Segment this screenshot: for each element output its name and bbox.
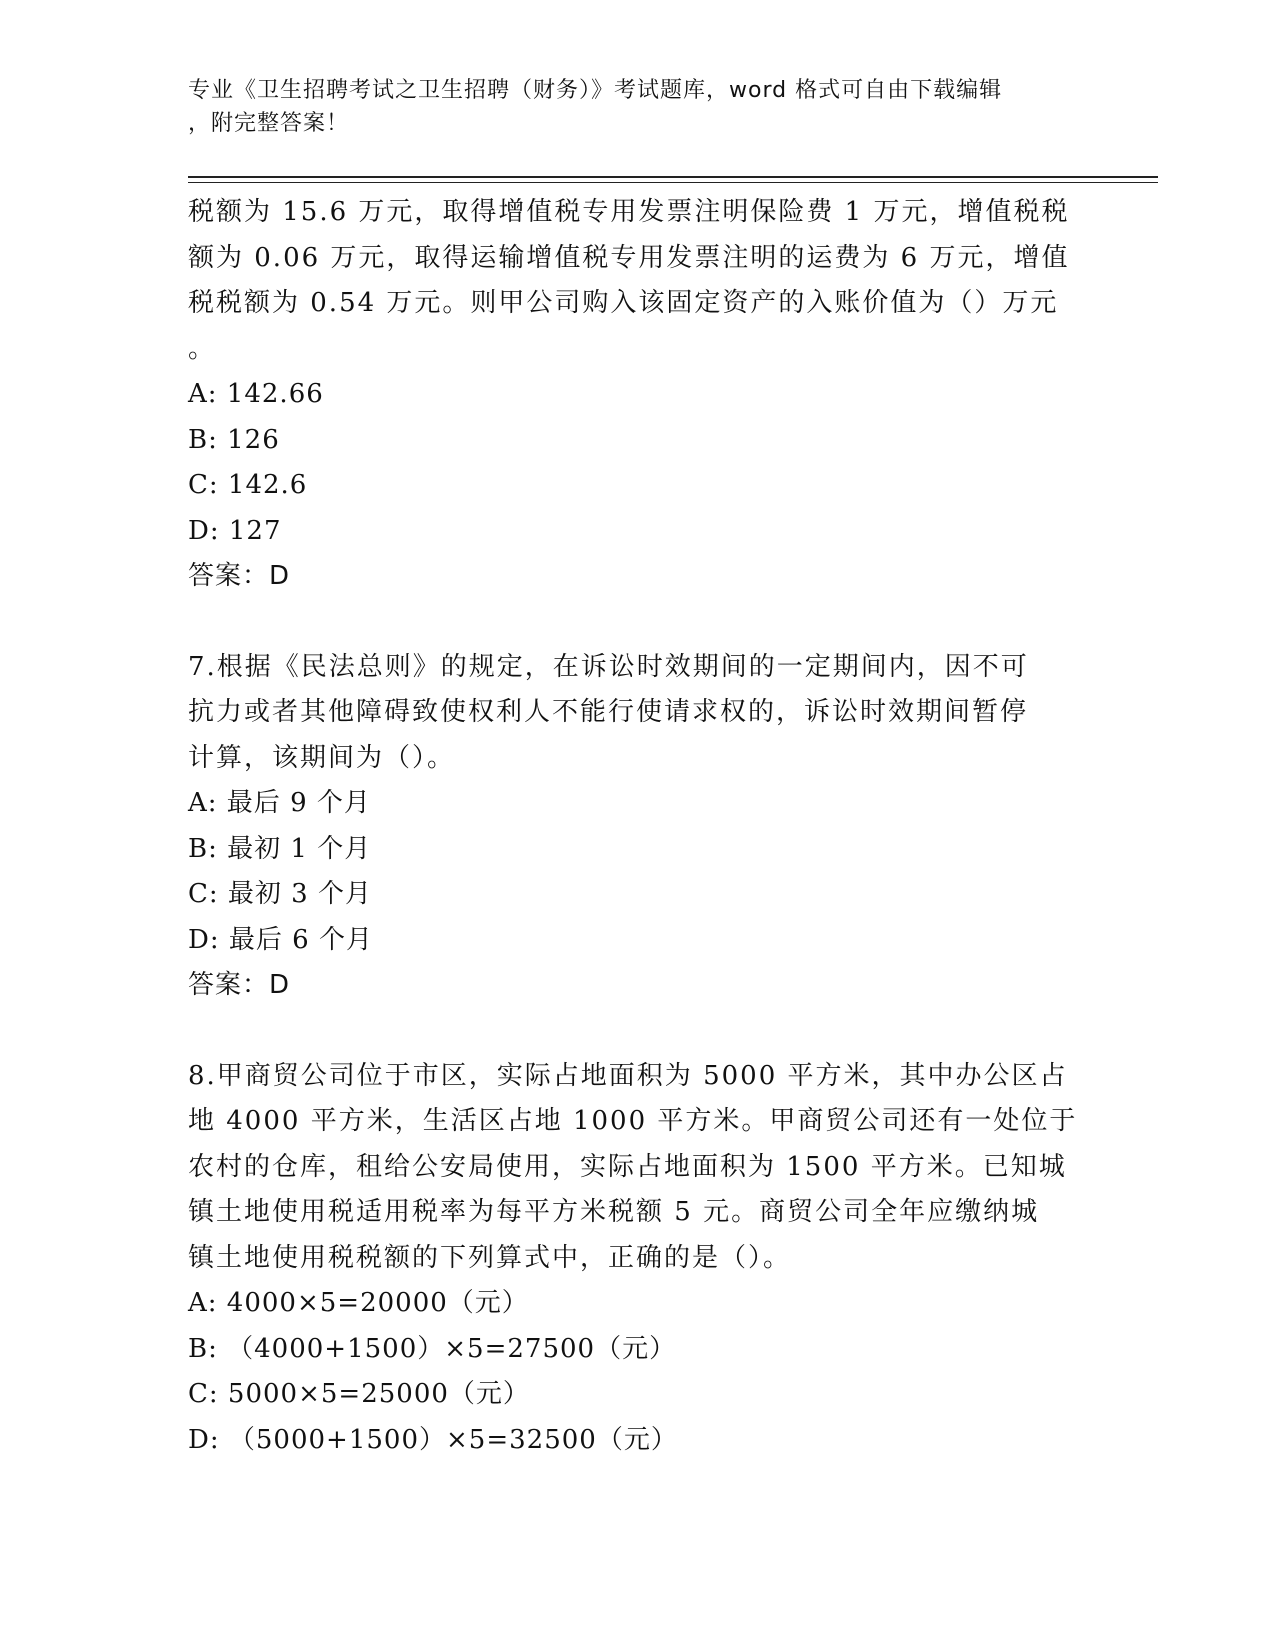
header-rule-thin bbox=[188, 182, 1158, 183]
question-6-option-c: C: 142.6 bbox=[188, 470, 308, 500]
question-7-line-2: 抗力或者其他障碍致使权利人不能行使请求权的，诉讼时效期间暂停 bbox=[188, 697, 1029, 727]
question-7-line-1: 7.根据《民法总则》的规定，在诉讼时效期间的一定期间内，因不可 bbox=[188, 651, 1029, 682]
question-6-line-4: 。 bbox=[188, 333, 217, 364]
question-8-line-3: 农村的仓库，租给公安局使用，实际占地面积为 1500 平方米。已知城 bbox=[188, 1151, 1067, 1182]
question-8-option-d: D: （5000+1500）×5=32500（元） bbox=[188, 1424, 678, 1455]
question-7 bbox=[188, 645, 1088, 1009]
question-8-line-5: 镇土地使用税税额的下列算式中，正确的是（）。 bbox=[188, 1242, 792, 1273]
question-6 bbox=[188, 190, 1088, 600]
question-7-line-3: 计算，该期间为（）。 bbox=[188, 742, 456, 773]
question-7-answer: 答案：D bbox=[188, 970, 291, 1000]
document-header bbox=[188, 74, 1088, 140]
spacer bbox=[188, 600, 1088, 645]
question-8 bbox=[188, 1054, 1088, 1464]
header-line-1: 专业《卫生招聘考试之卫生招聘（财务）》考试题库，word 格式可自由下载编辑 bbox=[188, 78, 1003, 103]
question-8-line-1: 8.甲商贸公司位于市区，实际占地面积为 5000 平方米，其中办公区占 bbox=[188, 1060, 1068, 1091]
header-line-2: ，附完整答案！ bbox=[188, 111, 350, 136]
header-rule-thick bbox=[188, 176, 1158, 178]
question-8-option-b: B: （4000+1500）×5=27500（元） bbox=[188, 1333, 677, 1364]
question-7-option-b: B: 最初 1 个月 bbox=[188, 833, 372, 864]
question-8-line-4: 镇土地使用税适用税率为每平方米税额 5 元。商贸公司全年应缴纳城 bbox=[188, 1197, 1040, 1227]
question-6-line-1: 税额为 15.6 万元，取得增值税专用发票注明保险费 1 万元，增值税税 bbox=[188, 197, 1070, 227]
question-7-option-c: C: 最初 3 个月 bbox=[188, 879, 372, 909]
question-7-option-d: D: 最后 6 个月 bbox=[188, 924, 373, 955]
question-6-option-a: A: 142.66 bbox=[188, 379, 324, 409]
question-8-line-2: 地 4000 平方米，生活区占地 1000 平方米。甲商贸公司还有一处位于 bbox=[188, 1106, 1078, 1136]
question-6-line-2: 额为 0.06 万元，取得运输增值税专用发票注明的运费为 6 万元，增值 bbox=[188, 242, 1070, 273]
question-8-option-c: C: 5000×5=25000（元） bbox=[188, 1379, 530, 1409]
question-6-option-b: B: 126 bbox=[188, 424, 280, 455]
question-content bbox=[188, 190, 1088, 1463]
question-6-answer: 答案：D bbox=[188, 561, 291, 591]
question-8-option-a: A: 4000×5=20000（元） bbox=[188, 1288, 529, 1318]
spacer bbox=[188, 1009, 1088, 1054]
question-7-option-a: A: 最后 9 个月 bbox=[188, 788, 371, 818]
question-6-option-d: D: 127 bbox=[188, 515, 282, 546]
question-6-line-3: 税税额为 0.54 万元。则甲公司购入该固定资产的入账价值为（）万元 bbox=[188, 288, 1059, 318]
